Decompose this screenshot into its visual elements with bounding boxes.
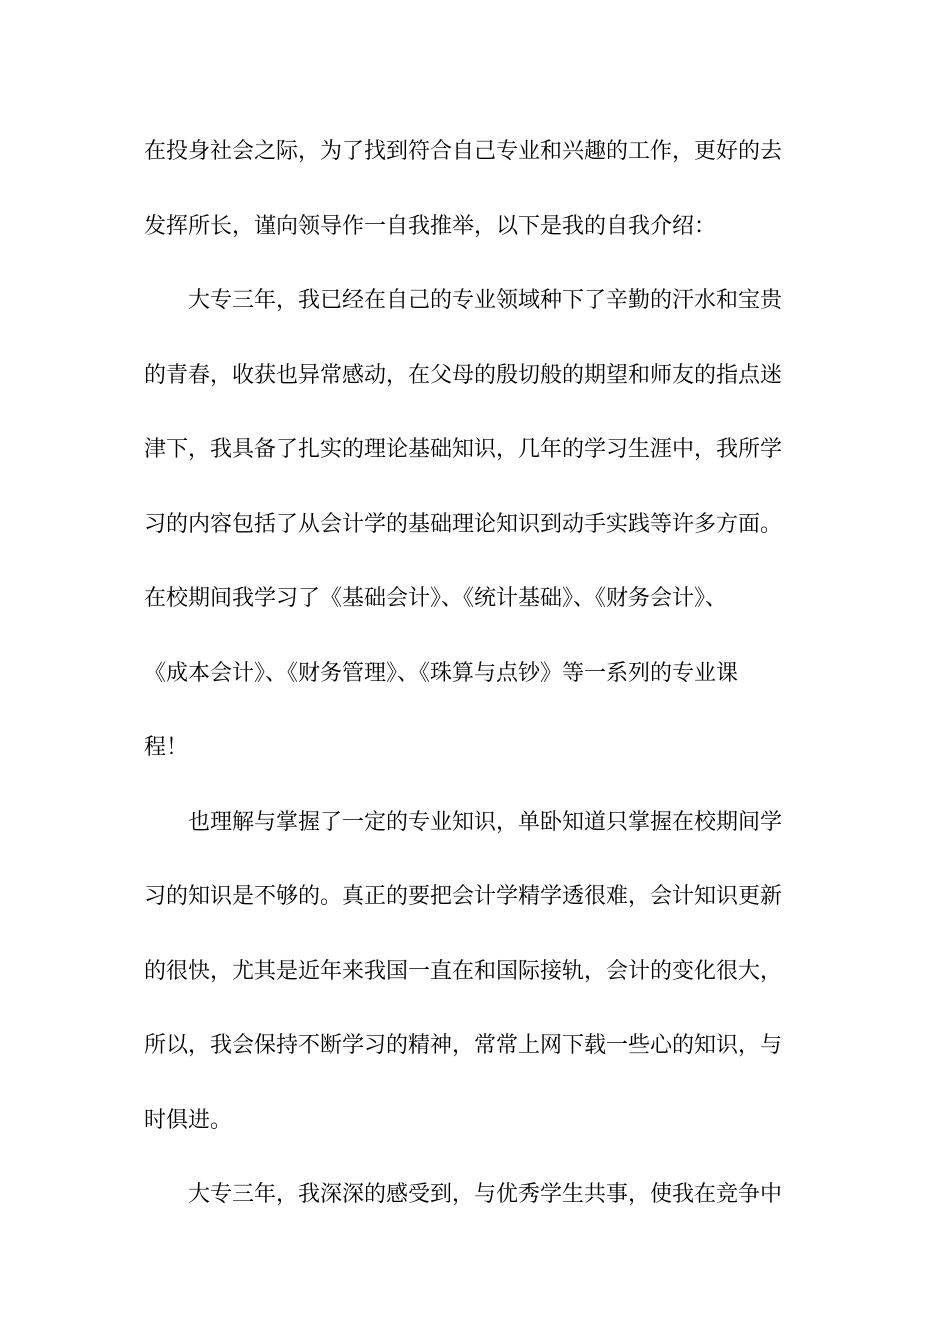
text-line: 也理解与掌握了一定的专业知识，单卧知道只掌握在校期间学 xyxy=(188,809,783,835)
text-line: 的很快，尤其是近年来我国一直在和国际接轨，会计的变化很大， xyxy=(144,958,783,984)
text-line: 发挥所长，谨向领导作一自我推举，以下是我的自我介绍： xyxy=(144,213,717,239)
document-body xyxy=(144,115,810,1233)
text-line: 所以，我会保持不断学习的精神，常常上网下载一些心的知识，与 xyxy=(144,1033,783,1058)
text-line: 在投身社会之际，为了找到符合自己专业和兴趣的工作，更好的去 xyxy=(144,139,783,164)
text-line: 《成本会计》、《财务管理》、《珠算与点钞》等一系列的专业课 xyxy=(144,660,739,686)
text-line: 程！ xyxy=(144,735,189,760)
text-line: 大专三年，我已经在自己的专业领域种下了辛勤的汗水和宝贵 xyxy=(188,288,783,313)
text-line: 大专三年，我深深的感受到，与优秀学生共事，使我在竞争中 xyxy=(188,1182,783,1207)
text-line: 习的内容包括了从会计学的基础理论知识到动手实践等许多方面。 xyxy=(144,511,783,537)
text-line: 的青春，收获也异常感动，在父母的殷切般的期望和师友的指点迷 xyxy=(144,362,783,388)
text-line: 时俱进。 xyxy=(144,1107,233,1133)
text-line: 津下，我具备了扎实的理论基础知识，几年的学习生涯中，我所学 xyxy=(144,437,783,462)
text-line: 在校期间我学习了《基础会计》、《统计基础》、《财务会计》、 xyxy=(144,586,728,611)
text-line: 习的知识是不够的。真正的要把会计学精学透很难，会计知识更新 xyxy=(144,884,783,909)
